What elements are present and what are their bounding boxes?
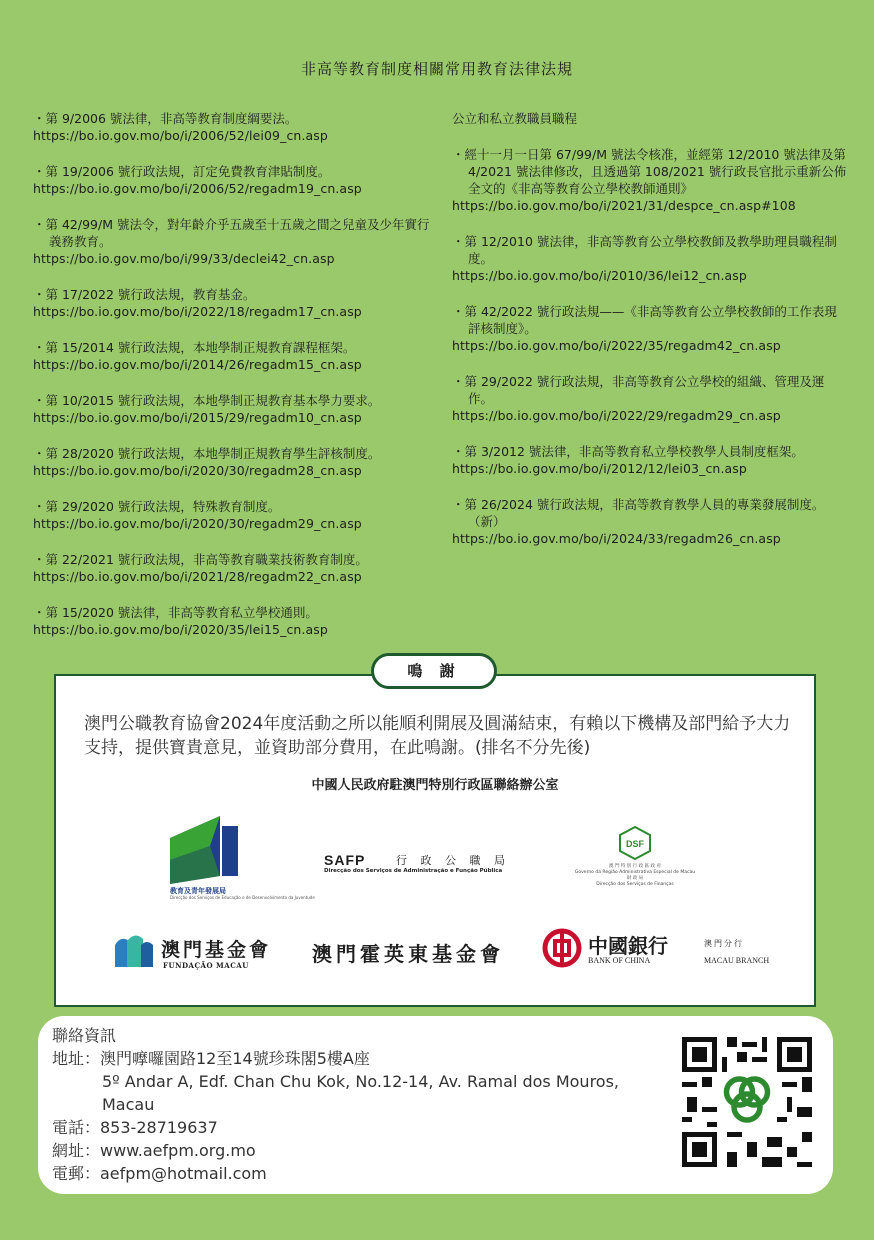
law-item: [33, 110, 438, 144]
law-title: ・第 15/2014 號行政法規，本地學制正規教育課程框架。: [33, 340, 356, 355]
law-link[interactable]: https://bo.io.gov.mo/bo/i/2006/52/lei09_cn.asp: [33, 128, 328, 143]
law-link[interactable]: https://bo.io.gov.mo/bo/i/99/33/declei42_cn.asp: [33, 251, 335, 266]
safp-portuguese-name: Direcção dos Serviços de Administração e Função Pública: [324, 868, 503, 874]
acknowledgement-text: 澳門公職教育協會2024年度活動之所以能順利開展及圓滿結束，有賴以下機構及部門給予大力支持，提供寶貴意見，並資助部分費用，在此鳴謝。(排名不分先後): [84, 714, 791, 758]
dsf-badge-icon: [618, 826, 652, 860]
law-item: [33, 163, 438, 197]
law-link[interactable]: https://bo.io.gov.mo/bo/i/2020/30/regadm28_cn.asp: [33, 463, 362, 478]
fok-foundation-logo: 澳門霍英東基金會: [312, 942, 504, 966]
safp-mark: SAFP: [324, 852, 366, 868]
law-title: ・第 42/2022 號行政法規——《非高等教育公立學校教師的工作表現評核制度》。: [452, 304, 837, 336]
dsf-line: 澳 門 特 別 行 政 區 政 府: [609, 864, 661, 869]
law-item: [33, 286, 438, 320]
law-link[interactable]: https://bo.io.gov.mo/bo/i/2021/28/regadm22_cn.asp: [33, 569, 362, 584]
law-link[interactable]: https://bo.io.gov.mo/bo/i/2022/35/regadm42_cn.asp: [452, 338, 781, 353]
law-item: [452, 303, 847, 354]
dsedj-name: 教育及青年發展局: [170, 887, 226, 895]
dsedj-logo: [170, 816, 315, 902]
law-link[interactable]: https://bo.io.gov.mo/bo/i/2015/29/regadm10_cn.asp: [33, 410, 362, 425]
law-item: [33, 604, 438, 638]
law-title: ・第 26/2024 號行政法規，非高等教育教學人員的專業發展制度。（新）: [452, 497, 825, 529]
contact-address-portuguese-city: Macau: [102, 1095, 155, 1114]
law-link[interactable]: https://bo.io.gov.mo/bo/i/2024/33/regadm26_cn.asp: [452, 531, 781, 546]
dsedj-emblem-icon: [170, 816, 242, 886]
law-link[interactable]: https://bo.io.gov.mo/bo/i/2020/30/regadm29_cn.asp: [33, 516, 362, 531]
macau-branch-chinese: 澳門分行: [704, 939, 744, 948]
contact-email[interactable]: 電郵：aefpm@hotmail.com: [52, 1164, 267, 1183]
contact-heading: 聯絡資訊: [52, 1026, 117, 1045]
bank-of-china-english-name: BANK OF CHINA: [588, 956, 651, 965]
fundacao-macau-portuguese-name: FUNDAÇÃO MACAU: [163, 961, 249, 970]
left-law-list: [33, 110, 438, 657]
bank-of-china-chinese-name: 中國銀行: [588, 934, 668, 958]
law-title: ・第 10/2015 號行政法規，本地學制正規教育基本學力要求。: [33, 393, 381, 408]
law-title: ・第 29/2020 號行政法規，特殊教育制度。: [33, 499, 281, 514]
law-title: ・第 42/99/M 號法令，對年齡介乎五歲至十五歲之間之兒童及少年實行義務教育。: [33, 217, 430, 249]
qr-code-icon[interactable]: [682, 1036, 812, 1168]
liaison-office-name: 中國人民政府駐澳門特別行政區聯絡辦公室: [311, 778, 559, 793]
page-title: 非高等教育制度相關常用教育法律法規: [300, 60, 573, 78]
bank-of-china-emblem-icon: [542, 928, 582, 968]
law-link[interactable]: https://bo.io.gov.mo/bo/i/2022/29/regadm29_cn.asp: [452, 408, 781, 423]
contact-address-portuguese: 5º Andar A, Edf. Chan Chu Kok, No.12-14, Av. Ramal dos Mouros,: [102, 1072, 620, 1091]
law-link[interactable]: https://bo.io.gov.mo/bo/i/2006/52/regadm19_cn.asp: [33, 181, 362, 196]
law-link[interactable]: https://bo.io.gov.mo/bo/i/2021/31/despce_cn.asp#108: [452, 198, 796, 213]
law-item: [33, 339, 438, 373]
acknowledgement-box: [54, 674, 816, 1007]
right-law-list: [452, 110, 847, 566]
contact-panel: [38, 1016, 833, 1194]
fundacao-macau-chinese-name: 澳門基金會: [161, 939, 272, 961]
dsedj-subtitle: Direcção dos Serviços de Educação e de Desenvolvimento da Juventude: [170, 895, 315, 900]
law-item: [33, 498, 438, 532]
law-title: ・第 29/2022 號行政法規，非高等教育公立學校的組織、管理及運作。: [452, 374, 825, 406]
fundacao-macau-emblem-icon: [111, 931, 157, 971]
law-item: [452, 373, 847, 424]
dsf-line: 財 政 局: [626, 876, 644, 881]
law-item: [33, 445, 438, 479]
law-link[interactable]: https://bo.io.gov.mo/bo/i/2014/26/regadm15_cn.asp: [33, 357, 362, 372]
law-link[interactable]: https://bo.io.gov.mo/bo/i/2020/35/lei15_cn.asp: [33, 622, 328, 637]
section-heading: 公立和私立教職員職程: [452, 111, 578, 126]
safp-logo: [324, 852, 524, 882]
law-title: ・第 17/2022 號行政法規，教育基金。: [33, 287, 256, 302]
macau-branch-english: MACAU BRANCH: [704, 956, 770, 965]
fundacao-macau-logo: [111, 931, 281, 975]
law-title: ・第 19/2006 號行政法規，訂定免費教育津貼制度。: [33, 164, 331, 179]
law-link[interactable]: https://bo.io.gov.mo/bo/i/2012/12/lei03_cn.asp: [452, 461, 747, 476]
dsf-logo: [571, 826, 699, 898]
law-title: ・第 12/2010 號法律，非高等教育公立學校教師及教學助理員職程制度。: [452, 234, 837, 266]
law-link[interactable]: https://bo.io.gov.mo/bo/i/2022/18/regadm17_cn.asp: [33, 304, 362, 319]
law-item: [452, 496, 847, 547]
dsf-line: Direcção dos Serviços de Finanças: [596, 882, 674, 887]
law-item: [452, 146, 847, 214]
law-item: [452, 443, 847, 477]
law-item: [452, 233, 847, 284]
law-title: ・第 15/2020 號法律，非高等教育私立學校通則。: [33, 605, 318, 620]
safp-chinese-name: 行 政 公 職 局: [396, 854, 510, 867]
law-link[interactable]: https://bo.io.gov.mo/bo/i/2010/36/lei12_cn.asp: [452, 268, 747, 283]
dsf-line: Governo da Região Administrativa Especial de Macau: [574, 870, 696, 875]
contact-phone: 電話：853-28719637: [52, 1118, 218, 1137]
contact-website[interactable]: 網址：www.aefpm.org.mo: [52, 1141, 256, 1160]
law-item: [33, 216, 438, 267]
contact-address-chinese: 地址：澳門嚤囉園路12至14號珍珠閣5樓A座: [52, 1049, 370, 1068]
law-item: [33, 392, 438, 426]
law-title: ・第 28/2020 號行政法規，本地學制正規教育學生評核制度。: [33, 446, 381, 461]
law-title: ・經十一月一日第 67/99/M 號法令核准，並經第 12/2010 號法律及第 4/2021 號法律修改，且透過第 108/2021 號行政長官批示重新公佈全文的《非高等教育公立學校教師通則》: [452, 147, 847, 196]
dsf-badge-text: DSF: [626, 839, 644, 849]
law-title: ・第 9/2006 號法律，非高等教育制度綱要法。: [33, 111, 298, 126]
law-title: ・第 22/2021 號行政法規，非高等教育職業技術教育制度。: [33, 552, 368, 567]
acknowledgement-tab: 鳴 謝: [371, 653, 497, 689]
bank-of-china-logo: [542, 928, 782, 972]
law-title: ・第 3/2012 號法律，非高等教育私立學校教學人員制度框架。: [452, 444, 804, 459]
law-item: [33, 551, 438, 585]
